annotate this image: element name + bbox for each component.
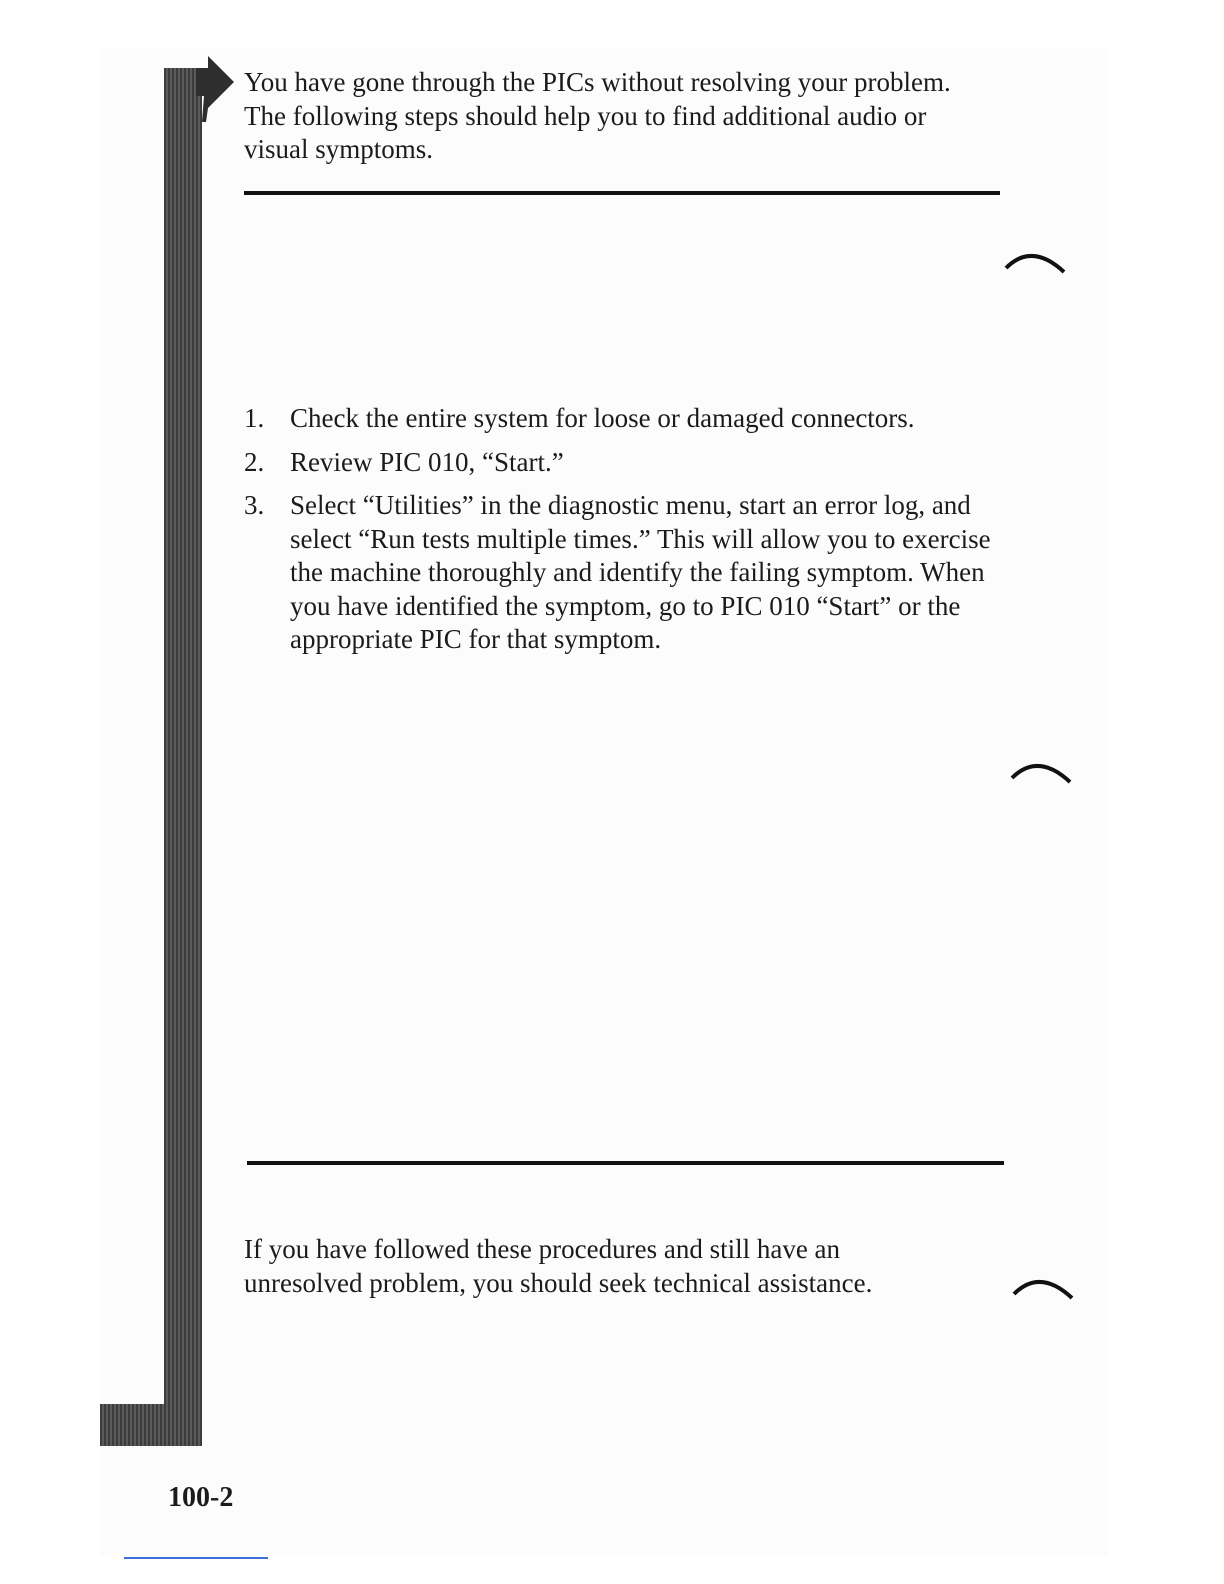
- list-item: [244, 489, 1004, 657]
- list-item: [244, 402, 1004, 436]
- binder-hole-icon: [1010, 756, 1072, 786]
- flowchart-bar-foot: [100, 1404, 202, 1446]
- closing-paragraph: If you have followed these procedures and still have an unresolved problem, you should seek technical assistance.: [244, 1234, 873, 1298]
- binder-hole-icon: [1004, 246, 1066, 276]
- step-number: 1.: [244, 403, 265, 433]
- flowchart-arrow-icon: [196, 52, 236, 124]
- step-text: Review PIC 010, “Start.”: [290, 446, 564, 477]
- list-item: [244, 446, 1004, 480]
- document-page: [100, 48, 1108, 1556]
- scan-edge-line: [124, 1557, 268, 1559]
- step-text: Check the entire system for loose or damaged connectors.: [290, 403, 915, 433]
- page-number: 100-2: [168, 1482, 234, 1513]
- section-divider-top: [244, 191, 1000, 195]
- section-divider-bottom: [247, 1161, 1004, 1165]
- step-text: Select “Utilities” in the diagnostic menu, start an error log, and select “Run tests multiple times.” This will allow you to exercise the machine thoroughly and identify the failing symptom. When you have identified the symptom, go to PIC 010 “Start” or the appropriate PIC for that symptom.: [290, 490, 991, 654]
- procedure-steps: [244, 402, 1004, 667]
- binder-hole-icon: [1012, 1272, 1074, 1302]
- step-number: 3.: [244, 490, 265, 520]
- step-number: 2.: [244, 446, 265, 477]
- flowchart-bar: [164, 68, 202, 1446]
- intro-paragraph: You have gone through the PICs without resolving your problem. The following steps should help you to find additional audio or visual symptoms.: [244, 67, 951, 164]
